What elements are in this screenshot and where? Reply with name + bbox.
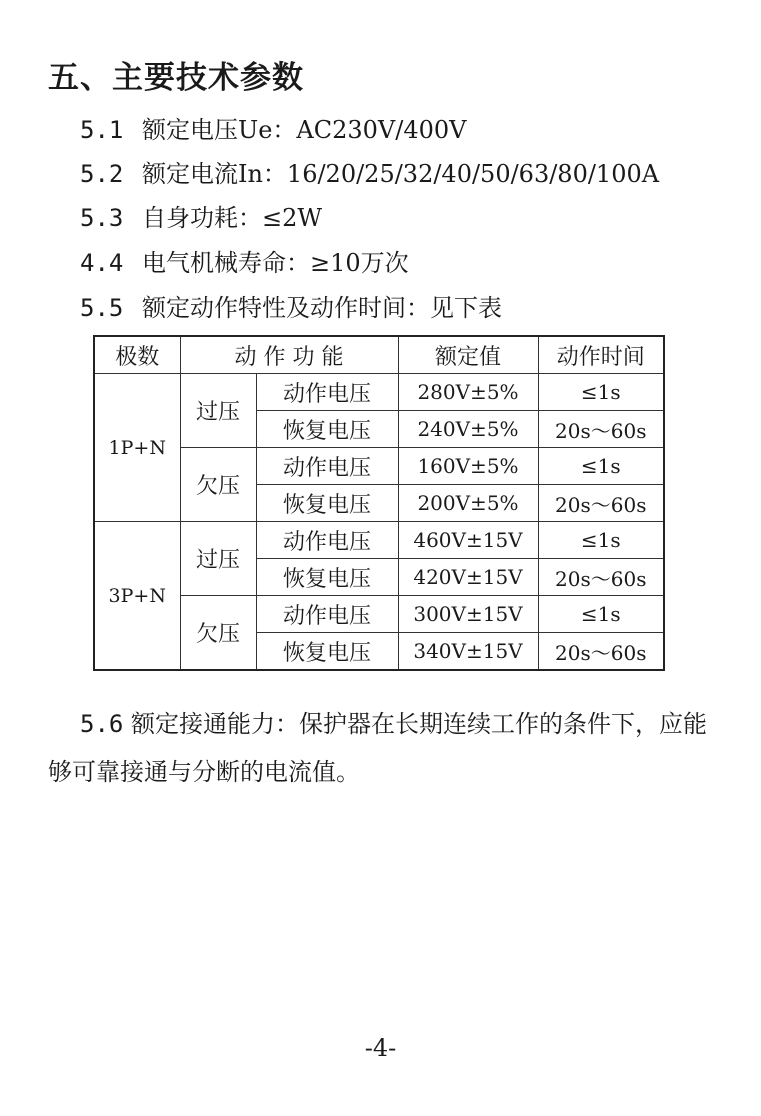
spec-text: 额定动作特性及动作时间：见下表: [142, 294, 502, 322]
value-cell: 300V±15V: [398, 596, 538, 633]
time-cell: ≤1s: [538, 522, 664, 559]
pole-cell: 1P+N: [94, 374, 180, 522]
type-cell: 恢复电压: [256, 633, 398, 671]
type-cell: 动作电压: [256, 596, 398, 633]
spec-rated-current: [80, 154, 659, 189]
table-row: [94, 448, 664, 485]
spec-making-capacity: [48, 700, 708, 796]
condition-cell: 欠压: [180, 448, 256, 522]
time-cell: ≤1s: [538, 596, 664, 633]
parameter-table-wrapper: [93, 335, 665, 671]
value-cell: 340V±15V: [398, 633, 538, 671]
value-cell: 200V±5%: [398, 485, 538, 522]
time-cell: ≤1s: [538, 374, 664, 411]
header-pole: 极数: [94, 336, 180, 374]
table-header-row: [94, 336, 664, 374]
spec-number: 5.5: [80, 294, 124, 322]
spec-number: 5.3: [80, 204, 124, 232]
type-cell: 动作电压: [256, 374, 398, 411]
spec-number: 4.4: [80, 249, 124, 277]
spec-number: 5.1: [80, 116, 124, 144]
type-cell: 恢复电压: [256, 411, 398, 448]
condition-cell: 过压: [180, 374, 256, 448]
value-cell: 280V±5%: [398, 374, 538, 411]
spec-number: 5.2: [80, 160, 124, 188]
type-cell: 恢复电压: [256, 485, 398, 522]
value-cell: 240V±5%: [398, 411, 538, 448]
spec-power-consumption: [80, 198, 322, 233]
type-cell: 动作电压: [256, 448, 398, 485]
table-row: [94, 596, 664, 633]
spec-rated-voltage: [80, 110, 467, 145]
spec-mechanical-life: [80, 243, 409, 278]
spec-text: 额定电流In：16/20/25/32/40/50/63/80/100A: [142, 160, 660, 188]
condition-cell: 过压: [180, 522, 256, 596]
time-cell: 20s～60s: [538, 411, 664, 448]
spec-text: 自身功耗：≤2W: [142, 204, 323, 232]
spec-text: 电气机械寿命：≥10万次: [142, 249, 409, 277]
pole-cell: 3P+N: [94, 522, 180, 671]
type-cell: 恢复电压: [256, 559, 398, 596]
parameter-table: [93, 335, 665, 671]
section-title: 五、主要技术参数: [48, 60, 304, 96]
header-time: 动作时间: [538, 336, 664, 374]
table-row: [94, 374, 664, 411]
time-cell: 20s～60s: [538, 559, 664, 596]
header-value: 额定值: [398, 336, 538, 374]
value-cell: 420V±15V: [398, 559, 538, 596]
page-number: -4-: [364, 1034, 397, 1062]
condition-cell: 欠压: [180, 596, 256, 671]
header-function: 动 作 功 能: [180, 336, 398, 374]
type-cell: 动作电压: [256, 522, 398, 559]
spec-text: 额定接通能力：保护器在长期连续工作的条件下，应能够可靠接通与分断的电流值。: [48, 710, 707, 786]
spec-text: 额定电压Ue：AC230V/400V: [142, 116, 467, 144]
table-row: [94, 522, 664, 559]
value-cell: 460V±15V: [398, 522, 538, 559]
time-cell: ≤1s: [538, 448, 664, 485]
time-cell: 20s～60s: [538, 485, 664, 522]
spec-action-characteristics: [80, 288, 502, 323]
value-cell: 160V±5%: [398, 448, 538, 485]
time-cell: 20s～60s: [538, 633, 664, 671]
spec-number: 5.6: [80, 710, 124, 738]
